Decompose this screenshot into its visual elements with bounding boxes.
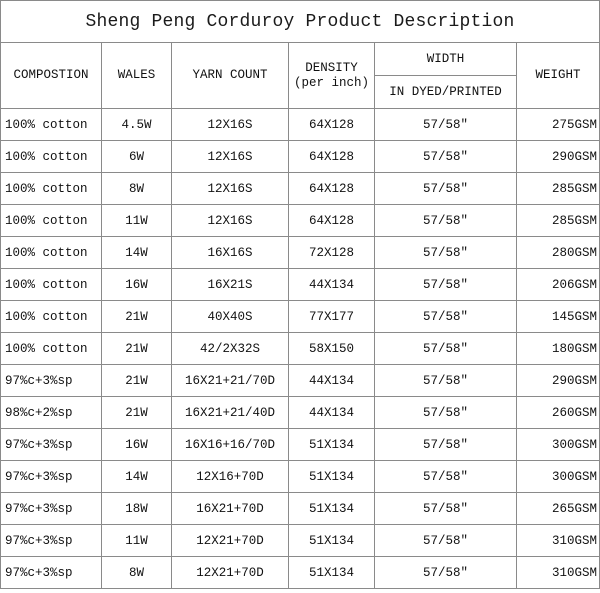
cell-composition: 100% cotton — [1, 301, 102, 333]
cell-wales: 21W — [102, 333, 172, 365]
cell-width: 57/58″ — [375, 333, 517, 365]
cell-wales: 21W — [102, 397, 172, 429]
table-row — [1, 525, 600, 557]
cell-yarn-count: 16X21+21/70D — [172, 365, 289, 397]
cell-composition: 97%c+3%sp — [1, 429, 102, 461]
cell-weight: 310GSM — [517, 557, 600, 589]
cell-width: 57/58″ — [375, 269, 517, 301]
table-title: Sheng Peng Corduroy Product Description — [1, 1, 600, 43]
header-density — [289, 43, 375, 109]
cell-width: 57/58″ — [375, 461, 517, 493]
cell-composition: 100% cotton — [1, 237, 102, 269]
table-row — [1, 461, 600, 493]
cell-weight: 310GSM — [517, 525, 600, 557]
cell-composition: 100% cotton — [1, 269, 102, 301]
cell-width: 57/58″ — [375, 397, 517, 429]
cell-width: 57/58″ — [375, 301, 517, 333]
cell-density: 64X128 — [289, 173, 375, 205]
table-row — [1, 333, 600, 365]
cell-density: 44X134 — [289, 269, 375, 301]
table-body — [1, 109, 600, 589]
header-wales: WALES — [102, 43, 172, 109]
header-composition: COMPOSTION — [1, 43, 102, 109]
cell-density: 72X128 — [289, 237, 375, 269]
cell-density: 64X128 — [289, 205, 375, 237]
table-row — [1, 269, 600, 301]
table-row — [1, 109, 600, 141]
cell-composition: 100% cotton — [1, 333, 102, 365]
header-width-sub: IN DYED/PRINTED — [375, 76, 517, 109]
cell-density: 64X128 — [289, 109, 375, 141]
cell-composition: 97%c+3%sp — [1, 461, 102, 493]
cell-width: 57/58″ — [375, 237, 517, 269]
cell-composition: 100% cotton — [1, 141, 102, 173]
cell-wales: 16W — [102, 429, 172, 461]
cell-wales: 18W — [102, 493, 172, 525]
cell-width: 57/58″ — [375, 205, 517, 237]
cell-weight: 275GSM — [517, 109, 600, 141]
table-row — [1, 397, 600, 429]
cell-yarn-count: 12X21+70D — [172, 525, 289, 557]
cell-yarn-count: 16X16S — [172, 237, 289, 269]
cell-width: 57/58″ — [375, 557, 517, 589]
header-density-line1: DENSITY — [305, 60, 358, 75]
table-row — [1, 173, 600, 205]
cell-wales: 4.5W — [102, 109, 172, 141]
cell-yarn-count: 12X16S — [172, 173, 289, 205]
cell-yarn-count: 40X40S — [172, 301, 289, 333]
cell-density: 51X134 — [289, 429, 375, 461]
cell-wales: 21W — [102, 301, 172, 333]
cell-weight: 145GSM — [517, 301, 600, 333]
cell-weight: 290GSM — [517, 365, 600, 397]
cell-yarn-count: 12X16+70D — [172, 461, 289, 493]
cell-weight: 280GSM — [517, 237, 600, 269]
table-row — [1, 301, 600, 333]
cell-yarn-count: 16X21S — [172, 269, 289, 301]
cell-width: 57/58″ — [375, 173, 517, 205]
cell-composition: 98%c+2%sp — [1, 397, 102, 429]
cell-yarn-count: 12X16S — [172, 109, 289, 141]
cell-weight: 285GSM — [517, 205, 600, 237]
table-row — [1, 365, 600, 397]
cell-composition: 100% cotton — [1, 205, 102, 237]
cell-weight: 265GSM — [517, 493, 600, 525]
cell-composition: 100% cotton — [1, 109, 102, 141]
cell-yarn-count: 42/2X32S — [172, 333, 289, 365]
cell-composition: 97%c+3%sp — [1, 493, 102, 525]
cell-wales: 11W — [102, 525, 172, 557]
cell-density: 51X134 — [289, 461, 375, 493]
table-row — [1, 237, 600, 269]
cell-wales: 14W — [102, 461, 172, 493]
table-row — [1, 429, 600, 461]
cell-weight: 300GSM — [517, 461, 600, 493]
header-width: WIDTH — [375, 43, 517, 76]
cell-yarn-count: 12X16S — [172, 205, 289, 237]
cell-yarn-count: 12X16S — [172, 141, 289, 173]
cell-weight: 260GSM — [517, 397, 600, 429]
cell-width: 57/58″ — [375, 525, 517, 557]
cell-yarn-count: 16X21+70D — [172, 493, 289, 525]
table-row — [1, 493, 600, 525]
cell-width: 57/58″ — [375, 365, 517, 397]
cell-density: 51X134 — [289, 493, 375, 525]
cell-density: 77X177 — [289, 301, 375, 333]
cell-wales: 21W — [102, 365, 172, 397]
cell-yarn-count: 16X16+16/70D — [172, 429, 289, 461]
cell-weight: 290GSM — [517, 141, 600, 173]
cell-wales: 8W — [102, 173, 172, 205]
cell-wales: 6W — [102, 141, 172, 173]
cell-yarn-count: 16X21+21/40D — [172, 397, 289, 429]
cell-density: 51X134 — [289, 557, 375, 589]
table-row — [1, 141, 600, 173]
cell-composition: 97%c+3%sp — [1, 557, 102, 589]
cell-wales: 16W — [102, 269, 172, 301]
cell-composition: 97%c+3%sp — [1, 525, 102, 557]
table-row — [1, 557, 600, 589]
cell-density: 44X134 — [289, 365, 375, 397]
cell-yarn-count: 12X21+70D — [172, 557, 289, 589]
cell-width: 57/58″ — [375, 493, 517, 525]
cell-wales: 11W — [102, 205, 172, 237]
header-yarn-count: YARN COUNT — [172, 43, 289, 109]
cell-density: 44X134 — [289, 397, 375, 429]
cell-width: 57/58″ — [375, 429, 517, 461]
cell-width: 57/58″ — [375, 141, 517, 173]
cell-width: 57/58″ — [375, 109, 517, 141]
cell-weight: 300GSM — [517, 429, 600, 461]
cell-density: 58X150 — [289, 333, 375, 365]
cell-weight: 180GSM — [517, 333, 600, 365]
cell-wales: 14W — [102, 237, 172, 269]
cell-weight: 285GSM — [517, 173, 600, 205]
cell-density: 51X134 — [289, 525, 375, 557]
cell-wales: 8W — [102, 557, 172, 589]
header-weight: WEIGHT — [517, 43, 600, 109]
header-density-line2: (per inch) — [293, 75, 369, 90]
cell-composition: 97%c+3%sp — [1, 365, 102, 397]
table-row — [1, 205, 600, 237]
cell-composition: 100% cotton — [1, 173, 102, 205]
cell-density: 64X128 — [289, 141, 375, 173]
cell-weight: 206GSM — [517, 269, 600, 301]
